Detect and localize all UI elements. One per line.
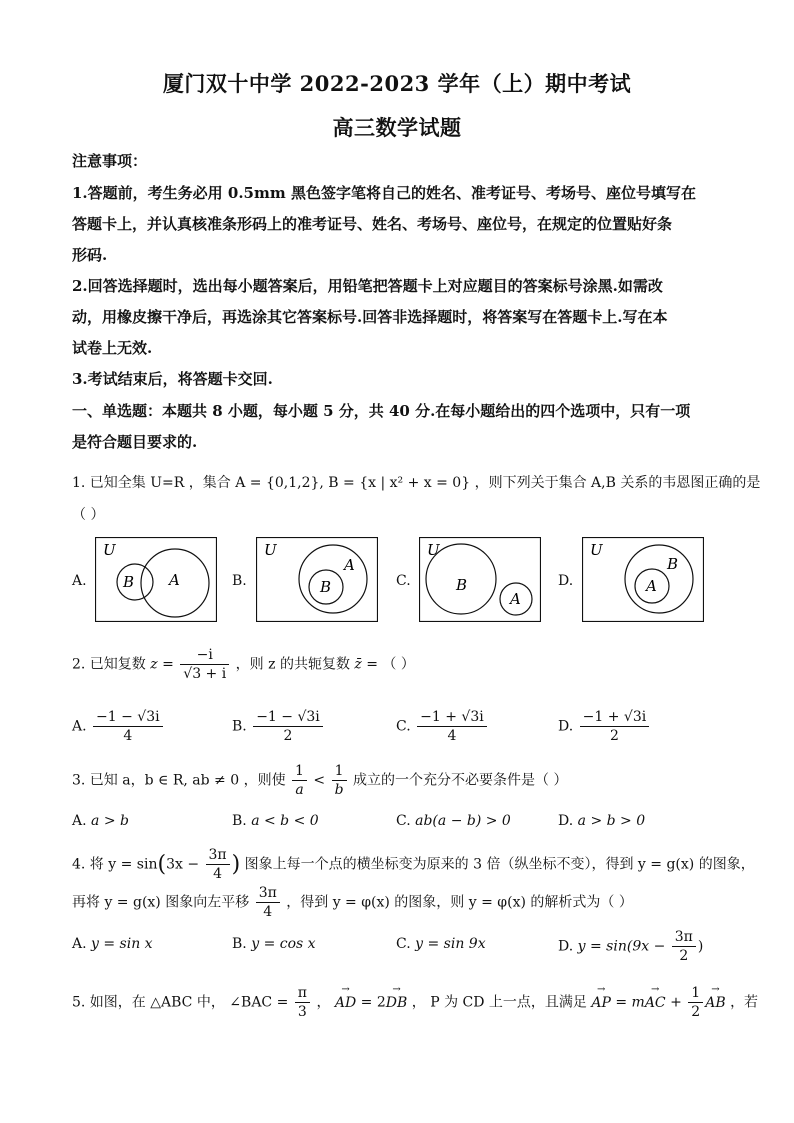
q2-stem xyxy=(72,646,415,683)
q5-frac-half-den: 2 xyxy=(691,1004,701,1020)
q4-option-c-text: y = sin 9x xyxy=(415,936,486,952)
venn-label-b: B xyxy=(123,573,135,591)
q2-option-c-fraction xyxy=(417,708,487,745)
section-heading-2: 是符合题目要求的. xyxy=(72,433,198,451)
q5-vec-db: → DB xyxy=(386,995,408,1011)
exam-subtitle: 高三数学试题 xyxy=(332,115,462,140)
q4-l1-prefix: 4. 将 y = sin xyxy=(72,856,158,873)
q1-venn-b xyxy=(256,537,378,622)
venn-label-u: U xyxy=(427,541,440,559)
q2-option-b-num: −1 − √3i xyxy=(253,708,323,727)
q5-stem xyxy=(72,984,758,1021)
notice-line-2: 答题卡上，并认真核准条形码上的准考证号、姓名、考场号、座位号，在规定的位置贴好条 xyxy=(72,215,673,233)
q5-part-b: ， xyxy=(316,994,331,1011)
q3-frac-1 xyxy=(292,762,307,799)
venn-label-b: B xyxy=(456,576,468,594)
section-heading-1: 一、单选题：本题共 8 小题，每小题 5 分，共 40 分.在每小题给出的四个选项中，只有一项 xyxy=(72,402,691,420)
q4-option-c xyxy=(396,936,486,952)
q2-option-a-fraction xyxy=(93,708,163,745)
q1-venn-c xyxy=(419,537,541,622)
notice-line-7: 3.考试结束后，将答题卡交回. xyxy=(72,370,273,388)
q5-vec-ad: → AD xyxy=(335,995,356,1011)
q3-option-a-text: a > b xyxy=(91,813,129,829)
q4-option-a-text: y = sin x xyxy=(91,936,153,952)
q4-option-c-label: C. xyxy=(396,936,411,952)
q3-option-c-label: C. xyxy=(396,813,411,829)
q2-option-c-num: −1 + √3i xyxy=(417,708,487,727)
q5-eq1: = 2 xyxy=(356,994,386,1011)
q2-fraction xyxy=(180,646,229,683)
q4-option-d-close: ) xyxy=(697,938,704,955)
q4-l2-frac xyxy=(256,884,280,921)
q2-option-b xyxy=(232,708,325,745)
q4-line-1 xyxy=(72,846,755,883)
q1-stem: 1. 已知全集 U=R ，集合 A = {0,1,2}, B = {x | x² + x = 0} ，则下列关于集合 A,B 关系的韦恩图正确的是 xyxy=(72,475,761,491)
q4-option-d-num: 3π xyxy=(672,928,696,947)
q4-l1-frac xyxy=(206,846,230,883)
notice-heading: 注意事项： xyxy=(72,152,148,170)
q2-suffix: ，则 z 的共轭复数 xyxy=(235,656,350,673)
q4-option-d xyxy=(558,928,703,965)
q1-option-b-label: B. xyxy=(232,573,247,589)
q1-paren: （ ） xyxy=(72,507,105,523)
q4-l2-frac-den: 4 xyxy=(263,904,273,920)
q5-frac-angle xyxy=(295,984,310,1021)
q3-frac-1-den: a xyxy=(295,782,304,798)
q5-part-c: ， P 为 CD 上一点，且满足 xyxy=(411,994,587,1011)
q3-option-b-text: a < b < 0 xyxy=(251,813,319,829)
venn-label-a: A xyxy=(169,571,180,589)
q3-option-d-label: D. xyxy=(558,813,574,829)
q3-lt: < xyxy=(313,772,326,789)
q2-option-d-fraction xyxy=(580,708,650,745)
q4-line-2 xyxy=(72,884,633,921)
q2-option-a-num: −1 − √3i xyxy=(93,708,163,727)
q1-option-c-label: C. xyxy=(396,573,411,589)
q3-frac-2 xyxy=(332,762,347,799)
q2-zbar: z̄ = xyxy=(354,656,378,673)
q3-option-c-text: ab(a − b) > 0 xyxy=(415,813,511,829)
notice-line-4: 2.回答选择题时，选出每小题答案后，用铅笔把答题卡上对应题目的答案标号涂黑.如需改 xyxy=(72,277,663,295)
q4-l2-suffix: ，得到 y = φ(x) 的图象，则 y = φ(x) 的解析式为（ ） xyxy=(286,894,633,911)
q2-prefix: 2. 已知复数 xyxy=(72,656,146,673)
q5-plus: + xyxy=(665,994,682,1011)
q4-option-a-label: A. xyxy=(72,936,87,952)
q3-option-b-label: B. xyxy=(232,813,247,829)
q1-venn-a xyxy=(95,537,217,622)
q2-paren: （ ） xyxy=(382,656,415,673)
venn-label-u: U xyxy=(264,541,277,559)
q2-option-d-num: −1 + √3i xyxy=(580,708,650,727)
q3-suffix: 成立的一个充分不必要条件是（ ） xyxy=(353,772,568,789)
q4-l1-frac-num: 3π xyxy=(206,846,230,865)
q5-frac-half xyxy=(688,984,703,1021)
q4-paren-close: ) xyxy=(231,852,241,877)
set-b-circle xyxy=(625,545,693,613)
q4-l1-arg: 3x − xyxy=(166,856,200,873)
q4-paren-open: ( xyxy=(157,852,167,877)
q3-frac-1-num: 1 xyxy=(292,762,307,781)
q4-l1-suffix: 图象上每一个点的横坐标变为原来的 3 倍（纵坐标不变），得到 y = g(x) 的图象， xyxy=(244,856,755,873)
q4-l2-frac-num: 3π xyxy=(256,884,280,903)
notice-line-5: 动，用橡皮擦干净后，再选涂其它答案标号.回答非选择题时，将答案写在答题卡上.写在本 xyxy=(72,308,668,326)
q3-option-d-text: a > b > 0 xyxy=(577,813,646,829)
q2-z-eq: z = xyxy=(150,656,174,673)
q5-eq2: = m xyxy=(610,994,645,1011)
q2-option-a-den: 4 xyxy=(123,728,133,744)
venn-label-a: A xyxy=(646,577,657,595)
q4-option-d-text: y = sin(9x − xyxy=(577,938,666,955)
q3-option-a xyxy=(72,813,129,829)
q2-option-c-den: 4 xyxy=(447,728,457,744)
q2-option-b-label: B. xyxy=(232,718,247,735)
q2-option-d xyxy=(558,708,651,745)
q4-option-b-label: B. xyxy=(232,936,247,952)
q3-stem xyxy=(72,762,567,799)
notice-line-3: 形码. xyxy=(72,246,108,264)
q1-option-d-label: D. xyxy=(558,573,574,589)
q2-option-b-fraction xyxy=(253,708,323,745)
q4-option-d-label: D. xyxy=(558,938,574,955)
q2-option-a-label: A. xyxy=(72,718,87,735)
notice-line-6: 试卷上无效. xyxy=(72,339,153,357)
q2-fraction-den: √3 + i xyxy=(183,666,227,682)
q3-option-d xyxy=(558,813,645,829)
q3-option-a-label: A. xyxy=(72,813,87,829)
venn-label-b: B xyxy=(320,578,332,596)
q2-option-c xyxy=(396,708,489,745)
q2-option-c-label: C. xyxy=(396,718,411,735)
q4-l1-frac-den: 4 xyxy=(213,866,223,882)
q2-fraction-num: −i xyxy=(180,646,229,665)
q4-option-b xyxy=(232,936,316,952)
q5-vec-ap: → AP xyxy=(591,995,611,1011)
venn-label-u: U xyxy=(590,541,603,559)
q4-option-a xyxy=(72,936,153,952)
q5-frac-angle-num: π xyxy=(295,984,310,1003)
q4-l2-prefix: 再将 y = g(x) 图象向左平移 xyxy=(72,894,250,911)
q2-option-b-den: 2 xyxy=(283,728,293,744)
q5-vec-ac: → AC xyxy=(645,995,666,1011)
q3-option-c xyxy=(396,813,511,829)
q3-prefix: 3. 已知 a，b ∈ R, ab ≠ 0 ，则使 xyxy=(72,772,286,789)
q2-option-a xyxy=(72,708,165,745)
venn-label-u: U xyxy=(103,541,116,559)
q2-option-d-den: 2 xyxy=(609,728,619,744)
q3-frac-2-den: b xyxy=(334,782,344,798)
q2-option-d-label: D. xyxy=(558,718,574,735)
q3-frac-2-num: 1 xyxy=(332,762,347,781)
q5-part-e: ，若 xyxy=(730,994,759,1011)
venn-label-a: A xyxy=(510,590,521,608)
q4-option-b-text: y = cos x xyxy=(251,936,316,952)
q5-part-a: 5. 如图，在 △ABC 中， ∠BAC = xyxy=(72,994,289,1011)
q1-venn-d xyxy=(582,537,704,622)
q5-frac-half-num: 1 xyxy=(688,984,703,1003)
q4-option-d-den: 2 xyxy=(679,948,689,964)
notice-line-1: 1.答题前，考生务必用 0.5mm 黑色签字笔将自己的姓名、准考证号、考场号、座位号填写在 xyxy=(72,184,696,202)
exam-title: 厦门双十中学 2022-2023 学年（上）期中考试 xyxy=(162,71,632,96)
venn-label-a: A xyxy=(344,556,355,574)
q1-option-a-label: A. xyxy=(72,573,87,589)
q5-frac-angle-den: 3 xyxy=(297,1004,307,1020)
q5-vec-ab: → AB xyxy=(705,995,725,1011)
q4-option-d-frac xyxy=(672,928,696,965)
q3-option-b xyxy=(232,813,319,829)
venn-label-b: B xyxy=(667,555,679,573)
